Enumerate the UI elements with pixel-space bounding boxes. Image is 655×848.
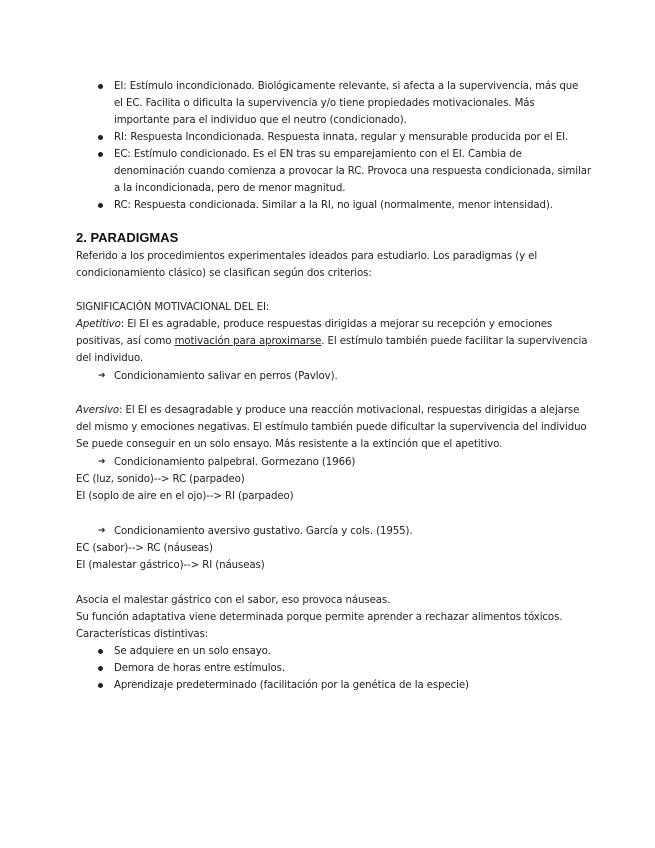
def-ec-line-2: denominación cuando comienza a provocar la RC. Provoca una respuesta condicionada, similar: [114, 166, 591, 177]
characteristic-item: Aprendizaje predeterminado (facilitación por la genética de la especie): [114, 680, 469, 691]
characteristic-item: Se adquiere en un solo ensayo.: [114, 646, 271, 657]
def-ri-line-1: RI: Respuesta Incondicionada. Respuesta innata, regular y mensurable producida por el EI.: [114, 132, 569, 143]
def-ec-line-3: a la incondicionada, pero de menor magnitud.: [114, 183, 346, 194]
intro-line-1: Referido a los procedimientos experimentales ideados para estudiarlo. Los paradigmas (y el: [76, 251, 538, 262]
bullet-icon: [98, 152, 103, 157]
aversivo-line-1: [76, 402, 579, 419]
def-ei-line-1: EI: Estímulo incondicionado. Biológicamente relevante, si afecta a la supervivencia, más que: [114, 81, 579, 92]
intro-line-2: condicionamiento clásico) se clasifican según dos criterios:: [76, 268, 372, 279]
aversivo-line-3: Se puede conseguir en un solo ensayo. Más resistente a la extinción que el apetitivo.: [76, 439, 503, 450]
closing-line-2: Su función adaptativa viene determinada porque permite aprender a rechazar alimentos tóxicos.: [76, 612, 563, 623]
example2-line-2: EI (malestar gástrico)--> RI (náuseas): [76, 560, 265, 571]
def-rc-line-1: RC: Respuesta condicionada. Similar a la RI, no igual (normalmente, menor intensidad).: [114, 200, 553, 211]
characteristic-item: Demora de horas entre estímulos.: [114, 663, 285, 674]
apetitivo-example: Condicionamiento salivar en perros (Pavlov).: [114, 371, 338, 382]
aversivo-text: : El EI es desagradable y produce una reacción motivacional, respuestas dirigidas a alejarse: [119, 405, 580, 416]
bullet-icon: [98, 649, 103, 654]
bullet-icon: [98, 666, 103, 671]
aversivo-example-1: Condicionamiento palpebral. Gormezano (1966): [114, 457, 356, 468]
example2-line-1: EC (sabor)--> RC (náuseas): [76, 543, 213, 554]
bullet-icon: [98, 203, 103, 208]
def-ei-line-3: importante para el individuo que el neutro (condicionado).: [114, 115, 407, 126]
aversivo-line-2: del mismo y emociones negativas. El estímulo también puede dificultar la supervivencia del individuo: [76, 422, 587, 433]
apetitivo-text-post: . El estímulo también puede facilitar la supervivencia: [321, 336, 588, 347]
example1-line-1: EC (luz, sonido)--> RC (parpadeo): [76, 474, 245, 485]
motivational-heading: SIGNIFICACIÓN MOTIVACIONAL DEL EI:: [76, 302, 270, 313]
arrow-icon: ➔: [98, 526, 106, 536]
apetitivo-label: Apetitivo: [76, 319, 121, 330]
closing-line-1: Asocia el malestar gástrico con el sabor, eso provoca náuseas.: [76, 595, 391, 606]
def-ec-line-1: EC: Estímulo condicionado. Es el EN tras su emparejamiento con el EI. Cambia de: [114, 149, 522, 160]
aversivo-label: Aversivo: [76, 405, 120, 416]
apetitivo-text-pre: positivas, así como: [76, 336, 175, 347]
arrow-icon: ➔: [98, 371, 106, 381]
apetitivo-line-1: [76, 316, 552, 333]
section-heading: 2. PARADIGMAS: [76, 230, 179, 245]
example1-line-2: EI (soplo de aire en el ojo)--> RI (parpadeo): [76, 491, 294, 502]
bullet-icon: [98, 84, 103, 89]
apetitivo-line-3: del individuo.: [76, 353, 144, 364]
apetitivo-underlined: motivación para aproximarse: [174, 336, 322, 347]
arrow-icon: ➔: [98, 457, 106, 467]
def-ei-line-2: el EC. Facilita o dificulta la supervivencia y/o tiene propiedades motivacionales. Más: [114, 98, 535, 109]
closing-line-3: Características distintivas:: [76, 629, 209, 640]
bullet-icon: [98, 683, 103, 688]
aversivo-example-2: Condicionamiento aversivo gustativo. García y cols. (1955).: [114, 526, 413, 537]
apetitivo-text: : El EI es agradable, produce respuestas dirigidas a mejorar su recepción y emociones: [120, 319, 553, 330]
bullet-icon: [98, 135, 103, 140]
apetitivo-line-2: [76, 333, 587, 350]
